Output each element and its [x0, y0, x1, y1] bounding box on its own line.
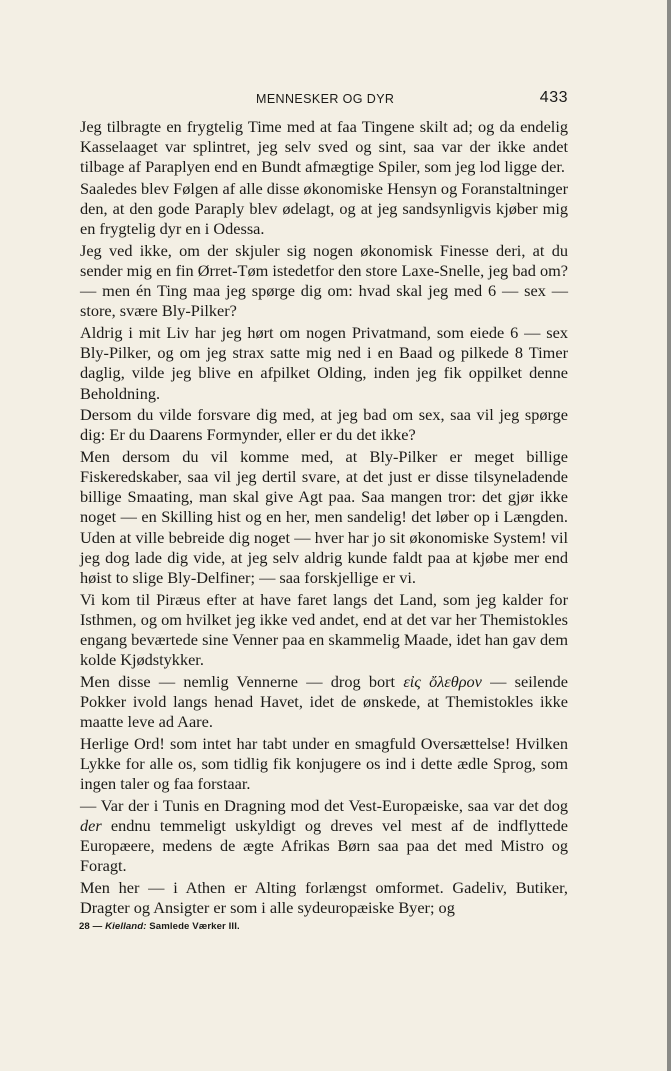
- paragraph-3: Jeg ved ikke, om der skjuler sig nogen økonomisk Finesse deri, at du sender mig en fin Ørret-Tøm istedetfor den store Laxe-Snelle, jeg bad om? — men én Ting maa jeg spørge dig om: hvad skal jeg med 6 — sex — store, svære Bly-Pilker?: [80, 240, 568, 321]
- paragraph-11: Men her — i Athen er Alting forlængst omformet. Gadeliv, Butiker, Dragter og Ansigter er som i alle sydeuropæiske Byer; og: [80, 877, 568, 917]
- page-edge: [667, 0, 671, 1071]
- paragraph-5: Dersom du vilde forsvare dig med, at jeg bad om sex, saa vil jeg spørge dig: Er du Daarens Formynder, eller er du det ikke?: [80, 405, 568, 445]
- paragraph-8: [80, 672, 568, 732]
- paragraph-10-text-after: endnu temmeligt uskyldigt og dreves vel mest af de indflyttede Europæere, medens de ægte Afrikas Børn saa paa det med Mistro og Foragt.: [80, 815, 568, 876]
- paragraph-10: [80, 796, 568, 877]
- body-text: [80, 117, 568, 918]
- paragraph-1: Jeg tilbragte en frygtelig Time med at faa Tingene skilt ad; og da endelig Kasselaaget var splintret, jeg selv sved og sint, saa var der ikke andet tilbage af Paraplyen end en Bundt afmægtige Spiler, som jeg lod ligge der.: [80, 117, 568, 177]
- paragraph-8-text-before: Men disse — nemlig Vennerne — drog bort: [80, 671, 404, 691]
- greek-phrase: εἰς ὄλεθρον: [403, 671, 482, 691]
- signature-author: Kielland:: [105, 921, 147, 932]
- page-number: 433: [539, 89, 568, 106]
- printer-signature: [79, 921, 240, 932]
- paragraph-4: Aldrig i mit Liv har jeg hørt om nogen Privatmand, som eiede 6 — sex Bly-Pilker, og om jeg strax satte mig ned i en Baad og pilkede 8 Timer daglig, vilde jeg blive en afpilket Olding, inden jeg fik oppilket denne Beholdning.: [80, 323, 568, 403]
- paragraph-8-text-after: — seilende Pokker ivold langs henad Havet, idet de ønskede, at Themistokles ikke maatte leve ad Aare.: [80, 671, 569, 732]
- emphasis-word: der: [80, 815, 102, 835]
- running-title: MENNESKER OG DYR: [256, 92, 395, 106]
- running-head: [80, 89, 568, 112]
- paragraph-6: Men dersom du vil komme med, at Bly-Pilker er meget billige Fiskeredskaber, saa vil jeg dertil svare, at det just er disse tilsynеladende billige Smaating, man skal give Agt paa. Saa mangen tror: det gjør ikke noget — en Skilling hist og en her, men sandelig! det løber op i Længden. Uden at ville bebreide dig noget — hver har jo sit økonomiske System! vil jeg dog lade dig vide, at jeg selv aldrig kunde faldt paa at kjøbe mer end høist to slige Bly-Delfiner; — saa forskjellige er vi.: [80, 447, 568, 587]
- paragraph-10-text-before: — Var der i Tunis en Dragning mod det Vest-Europæiske, saa var det dog: [80, 795, 568, 815]
- signature-number: 28 —: [79, 921, 103, 932]
- paragraph-7: Vi kom til Piræus efter at have faret langs det Land, som jeg kalder for Isthmen, og om hvilket jeg ikke ved andet, end at det var her Themistokles engang beværtede sine Venner paa en skammelig Maade, idet han gav dem kolde Kjødstykker.: [80, 589, 568, 670]
- paragraph-9: Herlige Ord! som intet har tabt under en smagfuld Oversættelse! Hvilken Lykke for alle os, som tidlig fik konjugere os ind i dette ædle Sprog, som ingen taler og faa forstaar.: [80, 733, 568, 793]
- signature-title: Samlede Værker III.: [149, 921, 240, 932]
- paragraph-2: Saaledes blev Følgen af alle disse økonomiske Hensyn og Foranstaltninger den, at den gode Paraply blev ødelagt, og at jeg sandsynligvis kjøber mig en frygtelig dyr en i Odessa.: [80, 178, 568, 239]
